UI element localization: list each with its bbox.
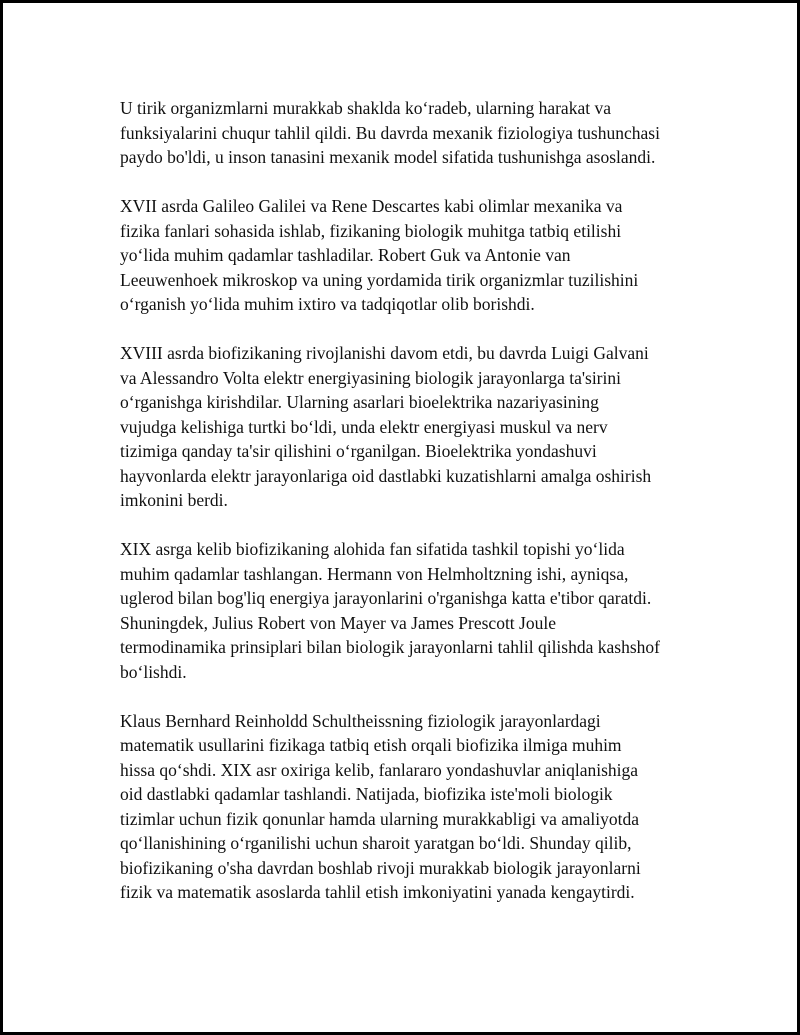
text-line: oid dastlabki qadamlar tashlandi. Natijada, biofizika iste'moli biologik bbox=[120, 784, 613, 804]
text-line: XVII asrda Galileo Galilei va Rene Descartes kabi olimlar mexanika va bbox=[120, 196, 623, 216]
paragraph-1 bbox=[120, 96, 700, 170]
text-line: muhim qadamlar tashlangan. Hermann von Helmholtzning ishi, ayniqsa, bbox=[120, 563, 629, 584]
text-line: Klaus Bernhard Reinholdd Schultheissning fiziologik jarayonlardagi bbox=[120, 710, 601, 731]
text-line: yo‘lida muhim qadamlar tashladilar. Robert Guk va Antonie van bbox=[120, 245, 571, 265]
text-line: qo‘llanishining o‘rganilishi uchun sharoit yaratgan bo‘ldi. Shunday qilib, bbox=[120, 833, 632, 853]
document-body bbox=[120, 96, 700, 929]
text-line: fizika fanlari sohasida ishlab, fizikaning biologik muhitga tatbiq etilishi bbox=[120, 220, 622, 241]
text-line: termodinamika prinsiplari bilan biologik jarayonlarni tahlil qilishda kashshof bbox=[120, 637, 660, 657]
paragraph-3 bbox=[120, 341, 700, 513]
text-line: XIX asrga kelib biofizikaning alohida fan sifatida tashkil topishi yo‘lida bbox=[120, 539, 625, 559]
text-line: hayvonlarda elektr jarayonlariga oid dastlabki kuzatishlarni amalga oshirish bbox=[120, 465, 652, 486]
text-line: o‘rganishga kirishdilar. Ularning asarlari bioelektrika nazariyasining bbox=[120, 392, 599, 412]
text-line: paydo bo'ldi, u inson tanasini mexanik model sifatida tushunishga asoslandi. bbox=[120, 147, 656, 167]
text-line: fizik va matematik asoslarda tahlil etish imkoniyatini yanada kengaytirdi. bbox=[120, 882, 635, 902]
text-line: biofizikaning o'sha davrdan boshlab rivoji murakkab biologik jarayonlarni bbox=[120, 857, 641, 878]
text-line: U tirik organizmlarni murakkab shaklda ko‘radeb, ularning harakat va bbox=[120, 98, 611, 118]
text-line: hissa qo‘shdi. XIX asr oxiriga kelib, fanlararo yondashuvlar aniqlanishiga bbox=[120, 759, 639, 780]
text-line: Shuningdek, Julius Robert von Mayer va James Prescott Joule bbox=[120, 612, 556, 633]
text-line: va Alessandro Volta elektr energiyasining biologik jarayonlarga ta'sirini bbox=[120, 367, 621, 388]
text-line: Leeuwenhoek mikroskop va uning yordamida tirik organizmlar tuzilishini bbox=[120, 269, 639, 290]
text-line: tizimlar uchun fizik qonunlar hamda ularning murakkabligi va amaliyotda bbox=[120, 808, 640, 829]
text-line: matematik usullarini fizikaga tatbiq etish orqali biofizika ilmiga muhim bbox=[120, 735, 622, 755]
paragraph-2 bbox=[120, 194, 700, 317]
text-line: tizimiga qanday ta'sir qilishini o‘rganilgan. Bioelektrika yondashuvi bbox=[120, 441, 597, 461]
paragraph-5 bbox=[120, 709, 700, 905]
text-line: imkonini berdi. bbox=[120, 490, 228, 510]
text-line: bo‘lishdi. bbox=[120, 661, 187, 682]
text-line: uglerod bilan bog'liq energiya jarayonlarini o'rganishga katta e'tibor qaratdi. bbox=[120, 588, 652, 608]
text-line: XVIII asrda biofizikaning rivojlanishi davom etdi, bu davrda Luigi Galvani bbox=[120, 343, 649, 363]
paragraph-4 bbox=[120, 537, 700, 684]
text-line: vujudga kelishiga turtki bo‘ldi, unda elektr energiyasi muskul va nerv bbox=[120, 416, 608, 437]
text-line: funksiyalarini chuqur tahlil qildi. Bu davrda mexanik fiziologiya tushunchasi bbox=[120, 122, 660, 143]
text-line: o‘rganish yo‘lida muhim ixtiro va tadqiqotlar olib borishdi. bbox=[120, 294, 535, 314]
